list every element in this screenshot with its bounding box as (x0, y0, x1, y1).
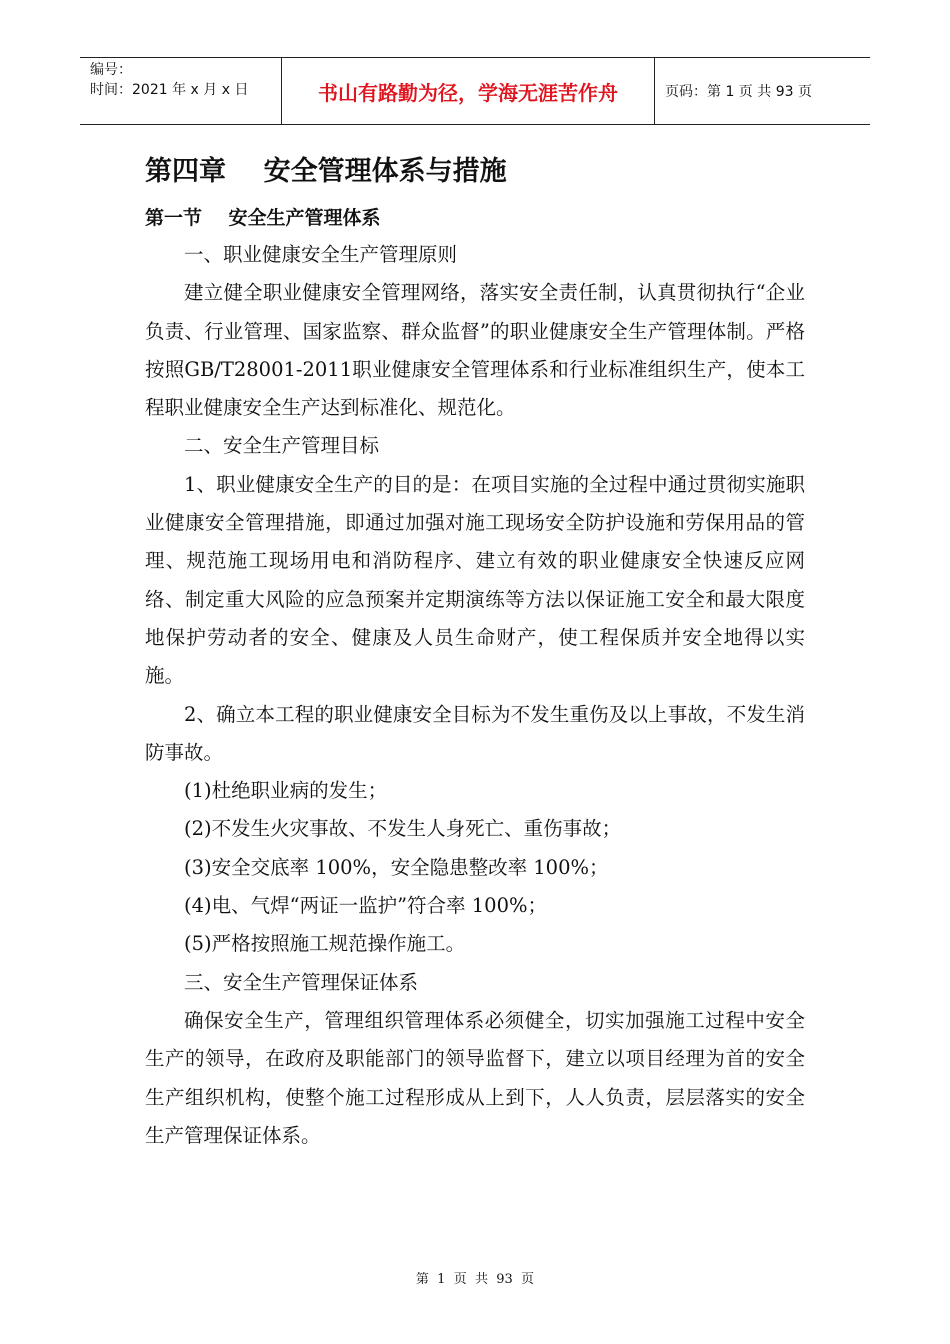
header-page-info: 页码：第 1 页 共 93 页 (665, 84, 812, 100)
section-title: 第一节 安全生产管理体系 (145, 207, 381, 229)
number-label: 编号： (90, 62, 132, 78)
document-body (145, 150, 805, 1155)
list-item: (2)不发生火灾事故、不发生人身死亡、重伤事故； (184, 817, 622, 841)
page-header (80, 57, 870, 125)
paragraph: 一、职业健康安全生产管理原则 (184, 243, 458, 266)
chapter-title: 第四章 安全管理体系与措施 (145, 156, 507, 187)
list-item: (1)杜绝职业病的发生； (184, 779, 388, 803)
date-label: 时间：2021 年 x 月 x 日 (90, 82, 249, 98)
list-item: (5)严格按照施工规范操作施工。 (184, 932, 466, 956)
paragraph: 1、职业健康安全生产的目的是：在项目实施的全过程中通过贯彻实施职业健康安全管理措施，即通过加强对施工现场安全防护设施和劳保用品的管理、规范施工现场用电和消防程序、建立有效的职业健康安全快速反应网络、制定重大风险的应急预案并定期演练等方法以保证施工安全和最大限度地保护劳动者的安全、健康及人员生命财产，使工程保质并安全地得以实施。 (145, 472, 805, 688)
paragraph: 三、安全生产管理保证体系 (184, 970, 419, 994)
header-motto: 书山有路勤为径，学海无涯苦作舟 (281, 58, 655, 124)
paragraph: 建立健全职业健康安全管理网络，落实安全责任制，认真贯彻执行“企业负责、行业管理、国家监察、群众监督”的职业健康安全生产管理体制。严格按照GB/T28001-2011职业健康安全管理体系和行业标准组织生产，使本工程职业健康安全生产达到标准化、规范化。 (145, 281, 805, 420)
paragraph: 二、安全生产管理目标 (184, 434, 380, 458)
paragraph: 2、确立本工程的职业健康安全目标为不发生重伤及以上事故，不发生消防事故。 (145, 702, 805, 764)
header-meta (80, 58, 281, 124)
list-item: (4)电、气焊“两证一监护”符合率 100%； (184, 894, 548, 918)
page-footer: 第 1 页 共 93 页 (415, 1272, 535, 1287)
list-item: (3)安全交底率 100%，安全隐患整改率 100%； (184, 855, 609, 879)
paragraph: 确保安全生产，管理组织管理体系必须健全，切实加强施工过程中安全生产的领导，在政府及职能部门的领导监督下，建立以项目经理为首的安全生产组织机构，使整个施工过程形成从上到下，人人负责，层层落实的安全生产管理保证体系。 (145, 1008, 805, 1147)
